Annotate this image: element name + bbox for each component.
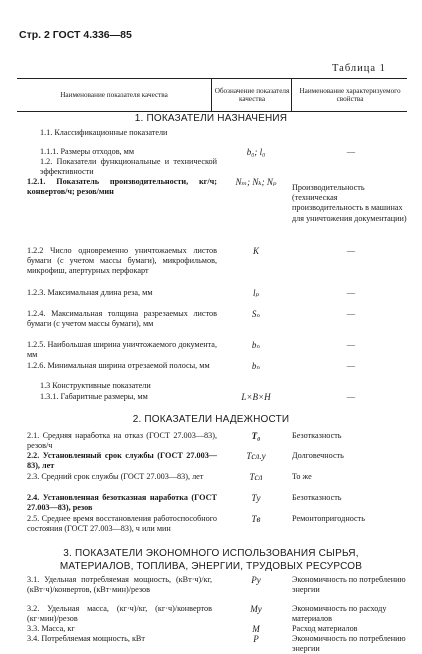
row-symbol: M (252, 624, 260, 634)
row-symbol: b₀; l₀ (246, 147, 266, 157)
row-name: 3.4. Потребляемая мощность, кВт (27, 634, 145, 643)
row-property: — (346, 147, 356, 156)
row-name: 3.3. Масса, кг (27, 624, 75, 633)
row-symbol: Tв (251, 514, 261, 524)
row-name: 2.1. Средняя наработка на отказ (ГОСТ 27.003—83), резов/ч (27, 431, 217, 451)
row-name: 1.2.3. Максимальная длина реза, мм (27, 288, 153, 297)
header-quality-name: Наименование показателя качества (60, 91, 168, 99)
row-property: Экономичность по расходу материалов (292, 604, 387, 624)
row-symbol: Tсл.у (246, 451, 266, 461)
row-symbol: bₙ (251, 361, 261, 371)
header-property: Наименование характеризуемого свойства (291, 79, 408, 111)
row-property: То же (292, 472, 312, 481)
row-name: 2.2. Установленный срок службы (ГОСТ 27.003—83), лет (27, 451, 217, 471)
row-name: 1.2.6. Минимальная ширина отрезаемой полосы, мм (27, 361, 210, 370)
row-property: Экономичность по потреблению энергии (292, 634, 406, 654)
row-name: 1.2.2 Число одновременно уничтожаемых листов бумаги (с учетом массы бумаги), микрофильмов, микрофиш, апертурных перфокарт (27, 246, 217, 276)
row-property: — (346, 340, 356, 349)
section-title-economy-line1: 3. ПОКАЗАТЕЛИ ЭКОНОМНОГО ИСПОЛЬЗОВАНИЯ СЫРЬЯ, (63, 548, 359, 559)
table-caption: Таблица 1 (332, 63, 386, 74)
row-name: 3.1. Удельная потребляемая мощность, (кВт·ч)/кг, (кВт·ч)/конвертов, (кВт·мин)/резов (27, 575, 212, 595)
row-symbol: P (253, 634, 259, 644)
row-name: 1.2. Показатели функциональные и технической эффективности (40, 157, 217, 177)
row-name: 1.2.5. Наибольшая ширина уничтожаемого документа, мм (27, 340, 217, 360)
row-name: 2.5. Среднее время восстановления работоспособного состояния (ГОСТ 27.003—83), ч или мин (27, 514, 217, 534)
row-name: 1.1.1. Размеры отходов, мм (40, 147, 135, 156)
row-name: 1.1. Классификационные показатели (40, 128, 168, 137)
row-symbol: lₚ (252, 288, 260, 298)
row-name: 2.3. Средний срок службы (ГОСТ 27.003—83), лет (27, 472, 204, 481)
row-symbol: T₀ (251, 431, 261, 441)
page-header: Стр. 2 ГОСТ 4.336—85 (19, 29, 132, 41)
row-symbol: Mу (250, 604, 262, 614)
row-name: 1.2.1. Показатель производительности, кг/ч; конвертов/ч; резов/мин (27, 177, 217, 197)
row-property: Долговечность (292, 451, 344, 460)
row-name: 1.2.4. Максимальная толщина разрезаемых листов бумаги (с учетом массы бумаги), мм (27, 309, 217, 329)
section-title-purpose: 1. ПОКАЗАТЕЛИ НАЗНАЧЕНИЯ (134, 113, 288, 124)
row-name: 2.4. Установленная безотказная наработка (ГОСТ 27.003—83), резов (27, 493, 217, 513)
row-symbol: K (252, 246, 259, 256)
row-property: — (346, 392, 356, 401)
row-property: — (346, 309, 356, 318)
row-property: — (346, 361, 356, 370)
row-property: Производительность (техническая производительность в машинах для уничтожения документации) (292, 183, 407, 223)
row-property: Безотказность (292, 431, 342, 440)
row-property: Расход материалов (292, 624, 358, 633)
header-designation: Обозначение показателя качества (211, 79, 292, 111)
row-property: — (346, 288, 356, 297)
row-symbol: Tсл (249, 472, 263, 482)
row-name: 3.2. Удельная масса, (кг·ч)/кг, (кг·ч)/конвертов (кг·мин)/резов (27, 604, 212, 624)
row-symbol: Pу (251, 575, 261, 585)
row-name: 1.3.1. Габаритные размеры, мм (40, 392, 148, 401)
row-property: Экономичность по потреблению энергии (292, 575, 406, 595)
row-property: Безотказность (292, 493, 342, 502)
row-symbol: Tу (251, 493, 261, 503)
row-symbol: bₙ (251, 340, 261, 350)
section-title-economy-line2: МАТЕРИАЛОВ, ТОПЛИВА, ЭНЕРГИИ, ТРУДОВЫХ РЕСУРСОВ (59, 561, 363, 572)
row-name: 1.3 Конструктивные показатели (40, 381, 151, 390)
row-symbol: Sₙ (251, 309, 261, 319)
table-header (17, 78, 407, 112)
row-symbol: Nₘ; Nₖ; Nₚ (235, 177, 277, 187)
row-property: — (346, 246, 356, 255)
row-property: Ремонтопригодность (292, 514, 365, 523)
section-title-reliability: 2. ПОКАЗАТЕЛИ НАДЕЖНОСТИ (132, 414, 290, 425)
row-symbol: L×B×H (241, 392, 271, 402)
